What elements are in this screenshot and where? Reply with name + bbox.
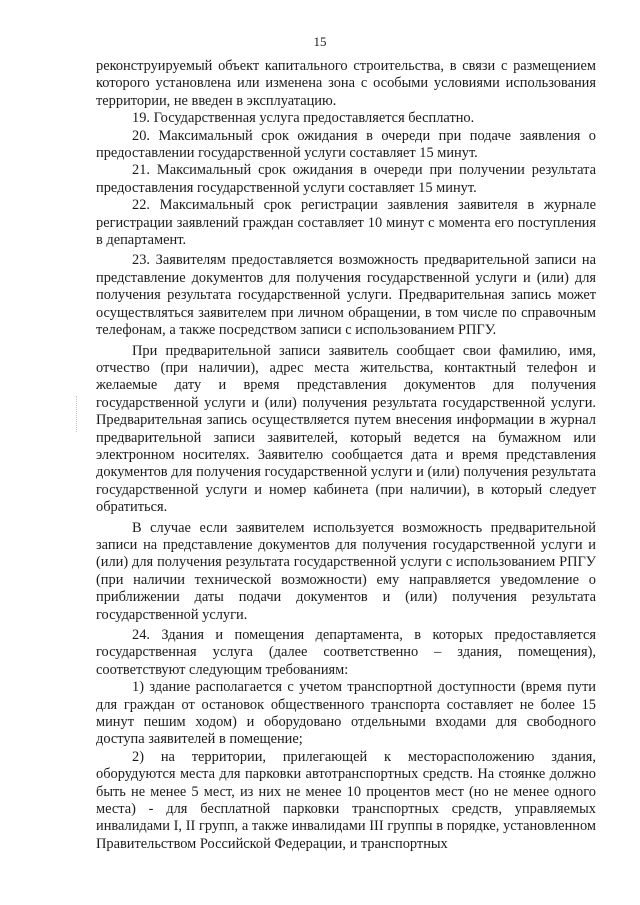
paragraph-23-preregistration: При предварительной записи заявитель сообщает свои фамилию, имя, отчество (при наличии), адрес места жительства, контактный телефон и желаемые дату и время представления документов для получения государственной услуги и (или) получения результата государственной услуги. Предварительная запись осуществляется путем внесения информации в журнал предварительной записи заявителей, который ведется на бумажном или электронном носителях. Заявителю сообщается дата и время представления документов для получения государственной услуги и (или) получения результата государственной услуги и номер кабинета (при наличии), в который следует обратиться.: [96, 342, 596, 516]
paragraph-19: 19. Государственная услуга предоставляется бесплатно.: [132, 110, 475, 127]
margin-mark: [76, 396, 78, 432]
page-number: 15: [313, 34, 327, 49]
document-body: [96, 58, 596, 853]
paragraph-21: 21. Максимальный срок ожидания в очереди при получении результата предоставления государственной услуги составляет 15 минут.: [96, 162, 596, 196]
paragraph-22: 22. Максимальный срок регистрации заявления заявителя в журнале регистрации заявлений граждан составляет 10 минут с момента его поступления в департамент.: [96, 197, 596, 249]
paragraph-continuation: реконструируемый объект капитального строительства, в связи с размещением которого установлена или изменена зона с особыми условиями использования территории, не введен в эксплуатацию.: [96, 58, 596, 109]
paragraph-24: 24. Здания и помещения департамента, в которых предоставляется государственная услуга (далее соответственно – здания, помещения), соответствуют следующим требованиям:: [96, 627, 596, 678]
paragraph-24-item-1: 1) здание располагается с учетом транспортной доступности (время пути для граждан от остановок общественного транспорта составляет не более 15 минут пешим ходом) и оборудовано отдельными входами для свободного доступа заявителей в помещение;: [96, 679, 596, 748]
paragraph-23: 23. Заявителям предоставляется возможность предварительной записи на представление документов для получения государственной услуги и (или) для получения результата государственной услуги. Предварительная запись может осуществляться заявителем при личном обращении, в том числе по справочным телефонам, а также посредством записи с использованием РПГУ.: [96, 252, 596, 339]
paragraph-20: 20. Максимальный срок ожидания в очереди при подаче заявления о предоставлении государственной услуги составляет 15 минут.: [96, 127, 596, 162]
paragraph-23-rpgu-notice: В случае если заявителем используется возможность предварительной записи на представление документов для получения государственной услуги и (или) для получения результата государственной услуги с использованием РПГУ (при наличии технической возможности) ему направляется уведомление о приближении даты подачи документов и (или) получения результата государственной услуги.: [96, 519, 596, 623]
paragraph-24-item-2: 2) на территории, прилегающей к месторасположению здания, оборудуются места для парковки автотранспортных средств. На стоянке должно быть не менее 5 мест, из них не менее 10 процентов мест (но не менее одного места) - для бесплатной парковки транспортных средств, управляемых инвалидами I, II групп, а также инвалидами III группы в порядке, установленном Правительством Российской Федерации, и транспортных: [96, 748, 596, 852]
